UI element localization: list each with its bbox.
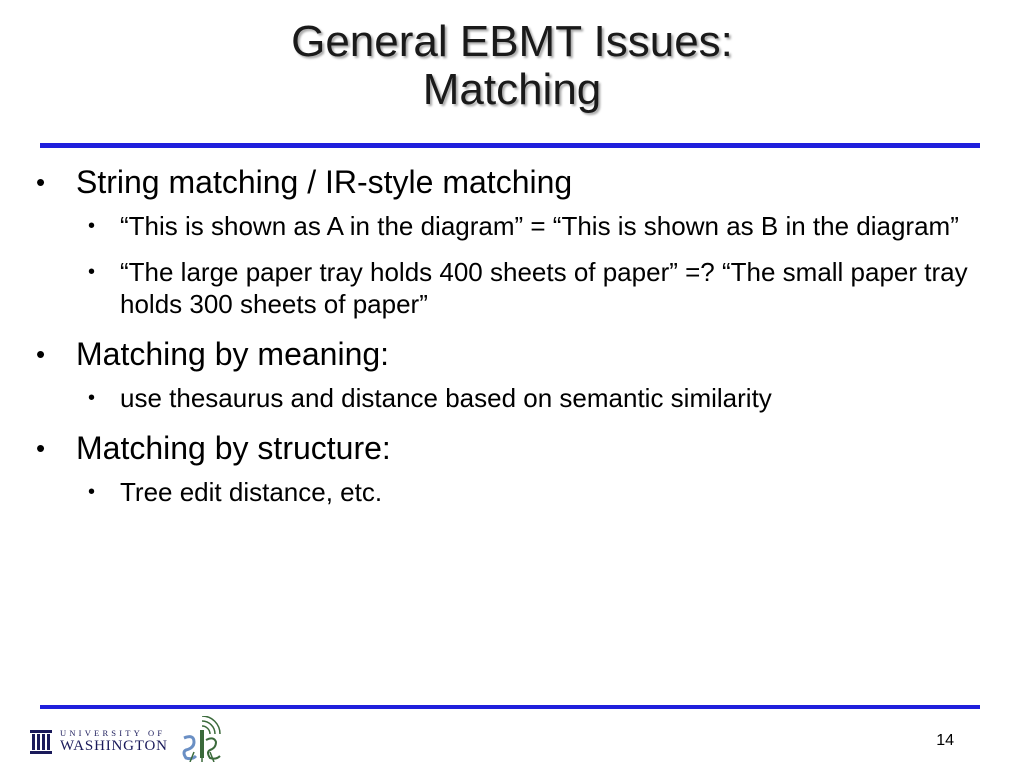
footer-logos xyxy=(30,716,230,760)
sub-bullet-item xyxy=(30,256,990,320)
university-label: UNIVERSITY OF xyxy=(60,728,166,738)
sub-bullet-text: “The large paper tray holds 400 sheets of paper” =? “The small paper tray holds 300 sheets of paper” xyxy=(120,257,968,319)
footer-divider xyxy=(40,705,980,709)
bullet-icon: • xyxy=(88,261,96,283)
bullet-icon: • xyxy=(88,481,96,503)
bullet-text: Matching by meaning: xyxy=(76,336,390,372)
uw-columns-icon xyxy=(30,730,52,754)
sub-bullet-text: use thesaurus and distance based on semantic similarity xyxy=(120,383,772,413)
slide-title xyxy=(0,18,1024,114)
sub-bullet-text: Tree edit distance, etc. xyxy=(120,477,383,507)
bullet-list xyxy=(30,162,990,522)
bullet-item xyxy=(30,428,990,468)
bullet-item xyxy=(30,162,990,202)
title-line-1: General EBMT Issues: xyxy=(291,17,733,66)
bullet-icon: • xyxy=(88,215,96,237)
sub-bullet-text: “This is shown as A in the diagram” = “This is shown as B in the diagram” xyxy=(120,211,959,241)
bullet-icon: • xyxy=(36,167,46,197)
page-number: 14 xyxy=(936,732,954,749)
title-divider xyxy=(40,143,980,148)
ssli-logo-icon xyxy=(180,716,224,762)
bullet-item xyxy=(30,334,990,374)
bullet-text: Matching by structure: xyxy=(76,430,391,466)
bullet-text: String matching / IR-style matching xyxy=(76,164,573,200)
sub-bullet-item xyxy=(30,476,990,508)
sub-bullet-item xyxy=(30,382,990,414)
sub-bullet-item xyxy=(30,210,990,242)
title-line-2: Matching xyxy=(422,65,602,114)
university-name: WASHINGTON xyxy=(60,738,168,754)
bullet-icon: • xyxy=(36,433,46,463)
bullet-icon: • xyxy=(36,339,46,369)
bullet-icon: • xyxy=(88,387,96,409)
